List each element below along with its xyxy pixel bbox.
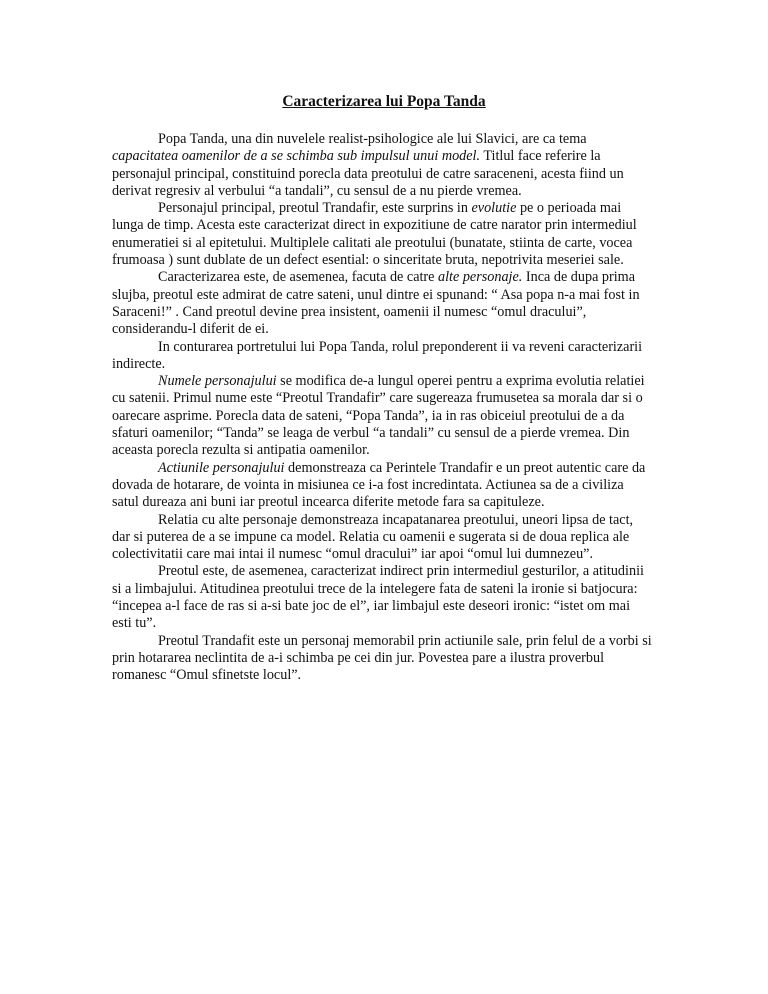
paragraph [112, 200, 653, 269]
paragraph [112, 339, 653, 374]
paragraph [112, 269, 653, 338]
text-segment: Preotul este, de asemenea, caracterizat indirect prin intermediul gesturilor, a atitudinii si a limbajului. Atitudinea preotului trece de la intelegere fata de sateni la ironie si batjocura: “incepea a-l face de ras si a-si bate joc de el”, iar limbajul este deseori ironic: “istet om mai esti tu”. [112, 563, 644, 632]
paragraph [112, 373, 653, 459]
text-segment: se modifica de-a lungul operei pentru a exprima evolutia relatiei cu satenii. Primul nume este “Preotul Trandafir” care sugereaza frumusetea sa morala dar si o oarecare asprime. Porecla data de sateni, “Popa Tanda”, ia in ras obiceiul preotului de a da sfaturi oamenilor; “Tanda” se leaga de verbul “a tandali” cu sensul de a pierde vremea. Din aceasta porecla rezulta si antipatia oamenilor. [112, 373, 645, 459]
text-segment: Popa Tanda, una din nuvelele realist-psihologice ale lui Slavici, are ca tema [158, 131, 587, 147]
paragraph [112, 460, 653, 512]
italic-text: capacitatea oamenilor de a se schimba sub impulsul unui model. [112, 148, 481, 165]
italic-text: alte personaje. [438, 269, 523, 286]
text-segment: Relatia cu alte personaje demonstreaza incapatanarea preotului, uneori lipsa de tact, dar si puterea de a se impune ca model. Relatia cu oamenii e sugerata si de doua replica ale colectivitatii care mai intai il numesc “omul dracului” iar apoi “omul lui dumnezeu”. [112, 511, 634, 563]
text-segment: pe o perioada mai lunga de timp. Acesta este caracterizat direct in expozitiune de catre narator prin intermediul enumeratiei si al epitetului. Multiplele calitati ale preotului (bunatate, stiinta de carte, vocea frumoasa ) sunt dublate de un defect esential: o sinceritate bruta, nepotrivita meseriei sale. [112, 200, 637, 269]
text-segment: Inca de dupa prima slujba, preotul este admirat de catre sateni, unul dintre ei spunand: “ Asa popa n-a mai fost in Saraceni!” . Cand preotul devine prea insistent, oamenii il numesc “omul dracului”, considerandu-l diferit de ei. [112, 269, 640, 338]
text-segment: Preotul Trandafit este un personaj memorabil prin actiunile sale, prin felul de a vorbi si prin hotararea neclintita de a-i schimba pe cei din jur. Povestea pare a ilustra proverbul romanesc “Omul sfinetste locul”. [112, 632, 652, 684]
paragraph [112, 633, 653, 685]
text-segment: Personajul principal, preotul Trandafir, este surprins in [158, 200, 472, 217]
text-segment: Titlul face referire la personajul principal, constituind porecla data preotului de catre saraceneni, acesta fiind un derivat regresiv al verbului “a tandali”, cu sensul de a nu pierde vremea. [112, 148, 624, 199]
paragraph [112, 563, 653, 632]
page-title: Caracterizarea lui Popa Tanda [282, 93, 486, 110]
italic-text: Actiunile personajului [158, 459, 285, 476]
paragraph [112, 131, 653, 200]
text-segment: demonstreaza ca Perintele Trandafir e un preot autentic care da dovada de hotarare, de vointa in misiunea ce i-a fost incredintata. Actiunea sa de a civiliza satul dureaza ani buni iar preotul incearca diferite metode fara sa capituleze. [112, 459, 646, 511]
text-segment: Caracterizarea este, de asemenea, facuta de catre [158, 269, 439, 286]
italic-text: evolutie [471, 200, 517, 217]
italic-text: Numele personajului [158, 373, 277, 390]
paragraph [112, 512, 653, 564]
text-segment: In conturarea portretului lui Popa Tanda, rolul preponderent ii va reveni caracterizarii indirecte. [112, 338, 643, 372]
document-body [112, 131, 653, 685]
